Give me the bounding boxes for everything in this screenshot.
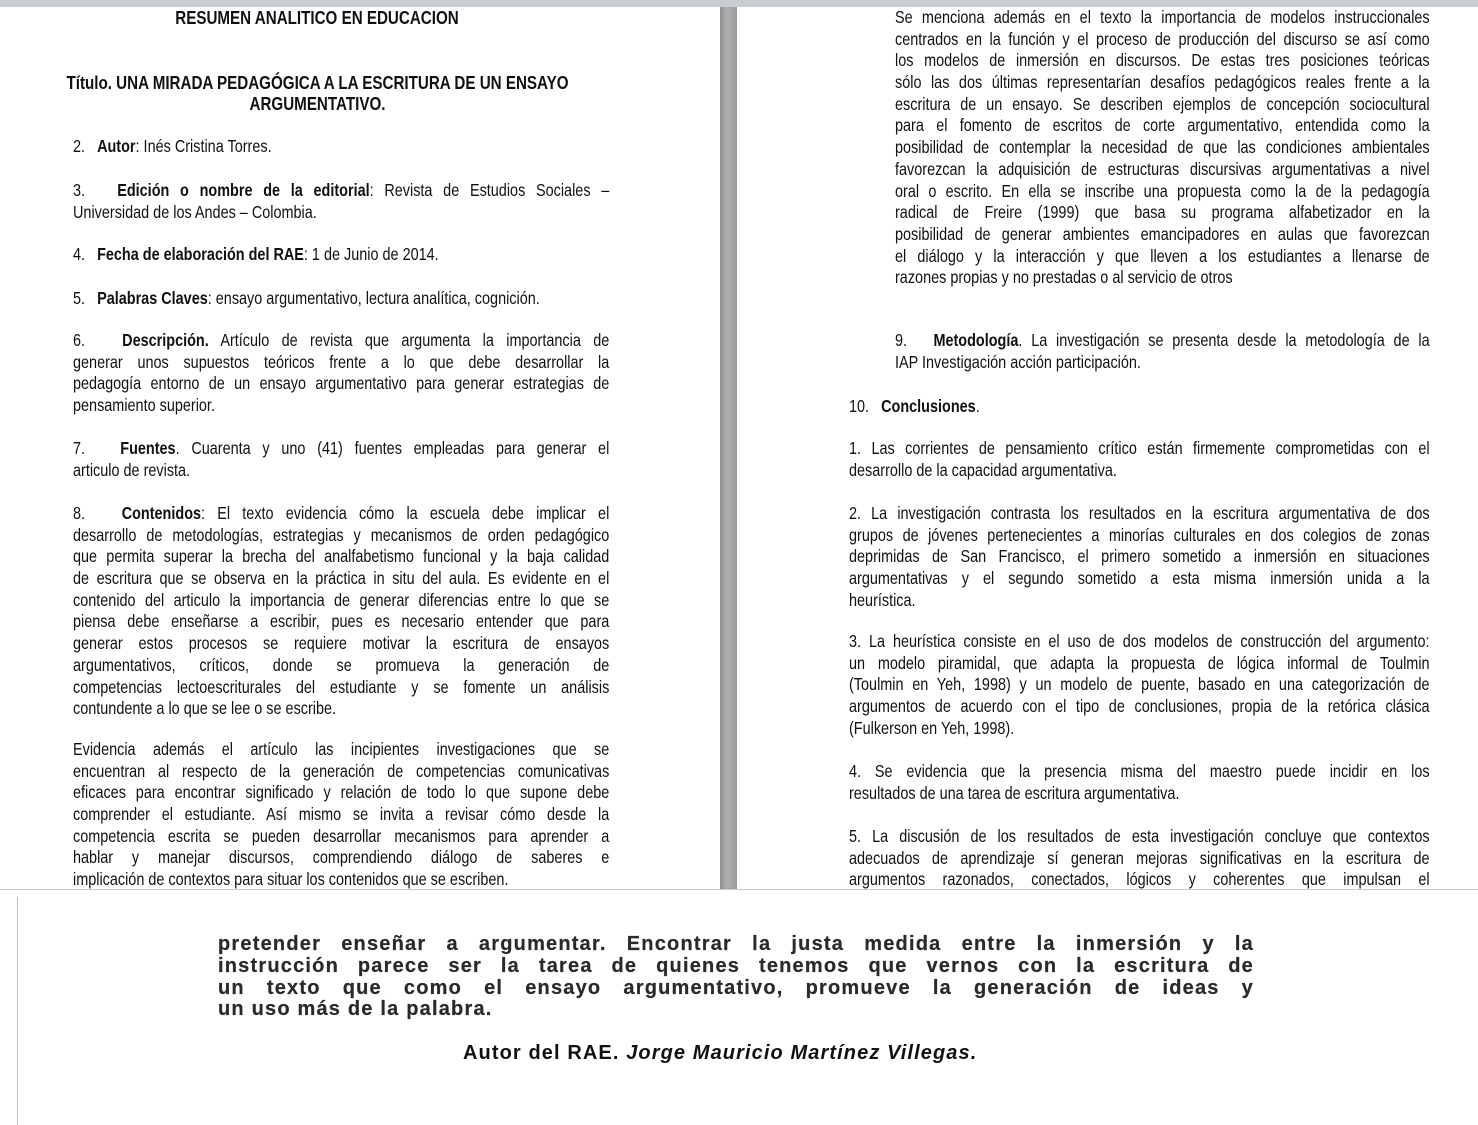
text-line (73, 352, 609, 374)
item-number: 6. (73, 330, 86, 350)
item-metodologia (895, 330, 1430, 373)
item-text: contundente a lo que se lee o se escribe. (73, 698, 337, 719)
item-palabras-claves (73, 288, 609, 310)
text-line: radical de Freire (1999) que basa su programa alfabetizador en la (895, 202, 1430, 223)
text-line: implicación de contextos para situar los contenidos que se escriben. (73, 869, 509, 890)
item-text: articulo de revista. (73, 459, 191, 480)
text-line: 3. La heurística consiste en el uso de dos modelos de construcción del argumento: (849, 631, 1430, 651)
text-line: pretender enseñar a argumentar. Encontrar la justa medida entre la inmersión y la (218, 933, 1254, 955)
conclusion-2 (849, 503, 1430, 611)
item-fuentes (73, 438, 609, 481)
item-text: . Cuarenta y uno (41) fuentes empleadas para generar el (175, 438, 610, 458)
text-line: los modelos de inmersión en discursos. De estas tres posiciones teóricas (895, 50, 1430, 71)
text-line (895, 330, 1430, 352)
text-line (73, 460, 609, 482)
text-line (73, 698, 609, 720)
item-number: 5. (73, 288, 86, 308)
item-label: Fecha de elaboración del RAE (97, 244, 304, 264)
text-line (849, 396, 1430, 418)
rae-author-signature (463, 1042, 977, 1065)
text-line: Se menciona además en el texto la importancia de modelos instruccionales (895, 7, 1430, 27)
text-line: desarrollo de la capacidad argumentativa. (849, 459, 1117, 480)
text-line (73, 525, 609, 547)
item-label: Descripción. (122, 330, 209, 350)
text-line: resultados de una tarea de escritura argumentativa. (849, 782, 1180, 803)
text-line: comprender el estudiante. Así mismo se invita a revisar cómo desde la (73, 804, 610, 825)
text-line: argumentos razonados, conectados, lógicos y coherentes que impulsan el (849, 869, 1430, 889)
item-label: Contenidos (121, 503, 202, 523)
item-autor (73, 136, 609, 158)
item-number: 8. (73, 503, 86, 523)
text-line: 2. La investigación contrasta los resultados en la escritura argumentativa de dos (849, 503, 1430, 523)
author-label: Autor del RAE. (463, 1042, 620, 1064)
item-editorial (73, 180, 609, 223)
item-text: contenido del articulo la importancia de generar diferencias entre lo que se (73, 589, 610, 610)
item-text: generar unos supuestos teóricos frente a lo que debe desarrollar la (73, 351, 610, 372)
conclusion-3 (849, 631, 1430, 739)
text-line (73, 611, 609, 633)
text-line (73, 180, 609, 202)
item-number: 4. (73, 244, 86, 264)
text-line: deprimidas de San Francisco, el primero sometido a inmersión en situaciones (849, 546, 1430, 567)
text-line: heurística. (849, 589, 916, 610)
paragraph-evidencia (73, 739, 609, 891)
text-line (73, 503, 609, 525)
text-line: hablar y manejar discursos, comprendiendo diálogo de saberes e (73, 847, 610, 868)
item-text: : 1 de Junio de 2014. (303, 244, 439, 264)
item-text: desarrollo de metodologías, estrategias y mecanismos de orden pedagógico (73, 524, 610, 545)
lower-page-border (17, 897, 18, 1125)
text-line (73, 395, 609, 417)
text-line: (Toulmin en Yeh, 1998) y un modelo de puente, basado en una categorización de (849, 674, 1430, 695)
text-line (73, 373, 609, 395)
item-number: 10. (849, 396, 870, 416)
item-text: : El texto evidencia cómo la escuela debe implicar el (201, 503, 610, 523)
text-line (73, 136, 609, 158)
item-text: competencias lectoescriturales del estudiante y se fomente un análisis (73, 676, 610, 697)
item-label: Conclusiones (881, 396, 976, 416)
text-line: el diálogo y la interacción y que lleven a los estudiantes a llenarse de (895, 245, 1430, 266)
item-text: . La investigación se presenta desde la metodología de la (1018, 330, 1430, 350)
item-fecha (73, 244, 609, 266)
item-text: generar estos procesos se requiere motivar la escritura de ensayos (73, 633, 610, 654)
text-line: oral o escrito. En ella se inscribe una propuesta como la de la pedagogía (895, 180, 1430, 201)
text-line: sólo las dos últimas representarían desafíos pedagógicos reales frente a la (895, 72, 1430, 93)
text-line: favorezcan la adquisición de estructuras discursivas argumentativas a nivel (895, 158, 1430, 179)
text-line (73, 330, 609, 352)
text-line (895, 352, 1430, 374)
conclusion-1 (849, 438, 1430, 481)
item-text: de escritura que se observa en la práctica in situ del aula. Es evidente en el (73, 568, 610, 589)
text-line: un texto que como el ensayo argumentativo, promueve la generación de ideas y (218, 976, 1254, 999)
item-text: argumentativos, críticos, donde se promueva la generación de (73, 654, 610, 675)
item-descripcion (73, 330, 609, 417)
item-number: 2. (73, 136, 86, 156)
item-label: Edición o nombre de la editorial (117, 180, 370, 200)
text-line (73, 288, 609, 310)
item-text: : ensayo argumentativo, lectura analítica, cognición. (207, 288, 540, 308)
text-line: 5. La discusión de los resultados de esta investigación concluye que contextos (849, 826, 1430, 846)
document-title (24, 72, 610, 114)
item-text: : Inés Cristina Torres. (135, 136, 272, 156)
item-label: Palabras Claves (97, 288, 208, 308)
item-text: Universidad de los Andes – Colombia. (73, 201, 317, 222)
text-line (73, 202, 609, 224)
item-text: pensamiento superior. (73, 395, 215, 416)
item-text: Artículo de revista que argumenta la importancia de (208, 330, 610, 350)
text-line: 4. Se evidencia que la presencia misma del maestro puede incidir en los (849, 761, 1430, 781)
text-line: encuentran al respecto de la generación de competencias comunicativas (73, 760, 610, 781)
page-gutter (720, 7, 737, 890)
item-text: pedagogía entorno de un ensayo argumentativo para generar estrategias de (73, 373, 610, 394)
conclusion-4 (849, 761, 1430, 804)
paragraph-intro-right (895, 7, 1430, 289)
text-line: (Fulkerson en Yeh, 1998). (849, 717, 1015, 738)
text-line: 1. Las corrientes de pensamiento crítico están firmemente comprometidas con el (849, 438, 1430, 458)
text-line: un modelo piramidal, que adapta la propuesta de lógica informal de Toulmin (849, 652, 1430, 673)
text-line: para el fomento de escritos de corte argumentativo, entendida como la (895, 115, 1430, 136)
item-label: Metodología (933, 330, 1019, 350)
text-line (73, 633, 609, 655)
text-line: argumentativas y el segundo sometido a esta misma inmersión unida a la (849, 568, 1430, 589)
document-header: RESUMEN ANALITICO EN EDUCACION (175, 7, 459, 28)
text-line: posibilidad de contemplar la necesidad de que las condiciones ambientales (895, 137, 1430, 158)
text-line: eficaces para encontrar significado y relación de todo lo que supone debe (73, 782, 610, 803)
text-line: grupos de jóvenes pertenecientes a minorías culturales en dos colegios de zonas (849, 524, 1430, 545)
text-line: competencia escrita se pueden desarrollar mecanismos para aprender a (73, 825, 610, 846)
window-top-bar (0, 0, 1478, 7)
title-line-1: Título. UNA MIRADA PEDAGÓGICA A LA ESCRITURA DE UN ENSAYO (66, 72, 569, 93)
item-number: 7. (73, 438, 86, 458)
item-conclusiones (849, 396, 1430, 418)
lower-paragraph (218, 934, 1254, 1021)
item-text: . (975, 396, 980, 416)
text-line (73, 438, 609, 460)
text-line (73, 244, 609, 266)
text-line: adecuados de aprendizaje sí generan mejoras significativas en la escritura de (849, 847, 1430, 868)
text-line (73, 655, 609, 677)
item-text: que permita superar la brecha del analfabetismo funcional y la baja calidad (73, 546, 610, 567)
item-text: piensa debe enseñarse a escribir, pues es necesario entender que para (73, 611, 610, 632)
text-line: razones propias y no prestadas o al servicio de otros (895, 267, 1233, 288)
item-text: : Revista de Estudios Sociales – (369, 180, 610, 200)
text-line: Evidencia además el artículo las incipientes investigaciones que se (73, 739, 610, 759)
item-label: Fuentes (120, 438, 176, 458)
item-label: Autor (97, 136, 136, 156)
text-line: instrucción parece ser la tarea de quienes tenemos que vernos con la escritura de (218, 954, 1254, 977)
item-text: IAP Investigación acción participación. (895, 351, 1141, 372)
text-line: escritura de un ensayo. Se describen ejemplos de concepción sociocultural (895, 93, 1430, 114)
text-line (73, 546, 609, 568)
text-line: posibilidad de generar ambientes emancipadores en aulas que favorezcan (895, 223, 1430, 244)
item-contenidos (73, 503, 609, 720)
text-line (73, 568, 609, 590)
text-line: centrados en la función y el proceso de producción del discurso se así como (895, 28, 1430, 49)
text-line (73, 677, 609, 699)
text-line (73, 590, 609, 612)
text-line: argumentos de acuerdo con el tipo de conclusiones, propia de la retórica clásica (849, 696, 1430, 717)
author-name: Jorge Mauricio Martínez Villegas. (626, 1042, 978, 1064)
item-number: 3. (73, 180, 86, 200)
item-number: 9. (895, 330, 908, 350)
title-line-2: ARGUMENTATIVO. (249, 93, 386, 114)
text-line: un uso más de la palabra. (218, 998, 493, 1021)
conclusion-5 (849, 826, 1430, 889)
